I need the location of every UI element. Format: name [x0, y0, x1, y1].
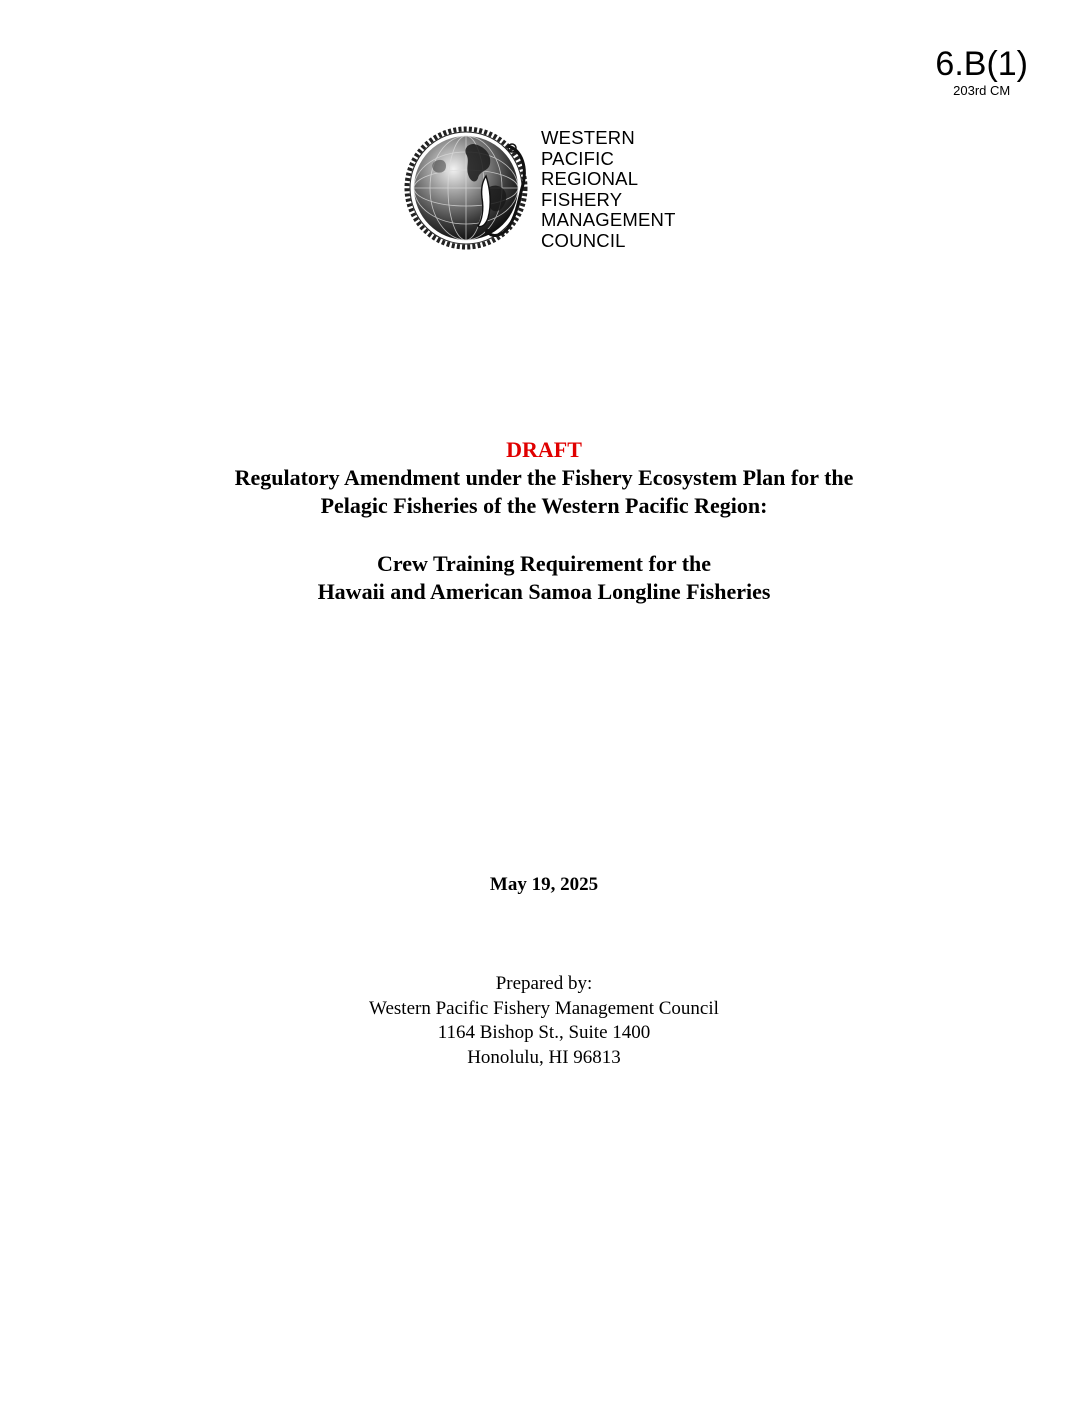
council-logo [404, 124, 694, 254]
organization-name: Western Pacific Fishery Management Council [369, 997, 719, 1019]
title-line: Pelagic Fisheries of the Western Pacific Region: [320, 493, 768, 518]
logo-text-line: COUNCIL [541, 229, 626, 251]
agenda-label [935, 44, 1028, 98]
globe-emblem-icon [404, 124, 534, 254]
logo-text-line: WESTERN [541, 127, 635, 148]
draft-label: DRAFT [506, 437, 582, 462]
document-title [0, 436, 1088, 606]
prepared-by-label: Prepared by: [495, 973, 593, 994]
logo-text-line: REGIONAL [541, 168, 639, 189]
logo-text-line: MANAGEMENT [541, 209, 676, 230]
prepared-by-block [0, 972, 1088, 1070]
meeting-label: 203rd CM [953, 83, 1011, 98]
subtitle-line: Crew Training Requirement for the [376, 551, 712, 576]
street-address: 1164 Bishop St., Suite 1400 [437, 1022, 651, 1043]
logo-text-line: PACIFIC [541, 147, 615, 169]
document-date: May 19, 2025 [489, 874, 599, 895]
logo-text-line: FISHERY [541, 188, 623, 210]
council-name [541, 128, 676, 251]
title-line: Regulatory Amendment under the Fishery Ecosystem Plan for the [234, 465, 854, 490]
agenda-number: 6.B(1) [935, 45, 1028, 83]
title-spacer [0, 520, 1088, 550]
city-address: Honolulu, HI 96813 [467, 1046, 621, 1068]
subtitle-line: Hawaii and American Samoa Longline Fisheries [317, 579, 771, 604]
